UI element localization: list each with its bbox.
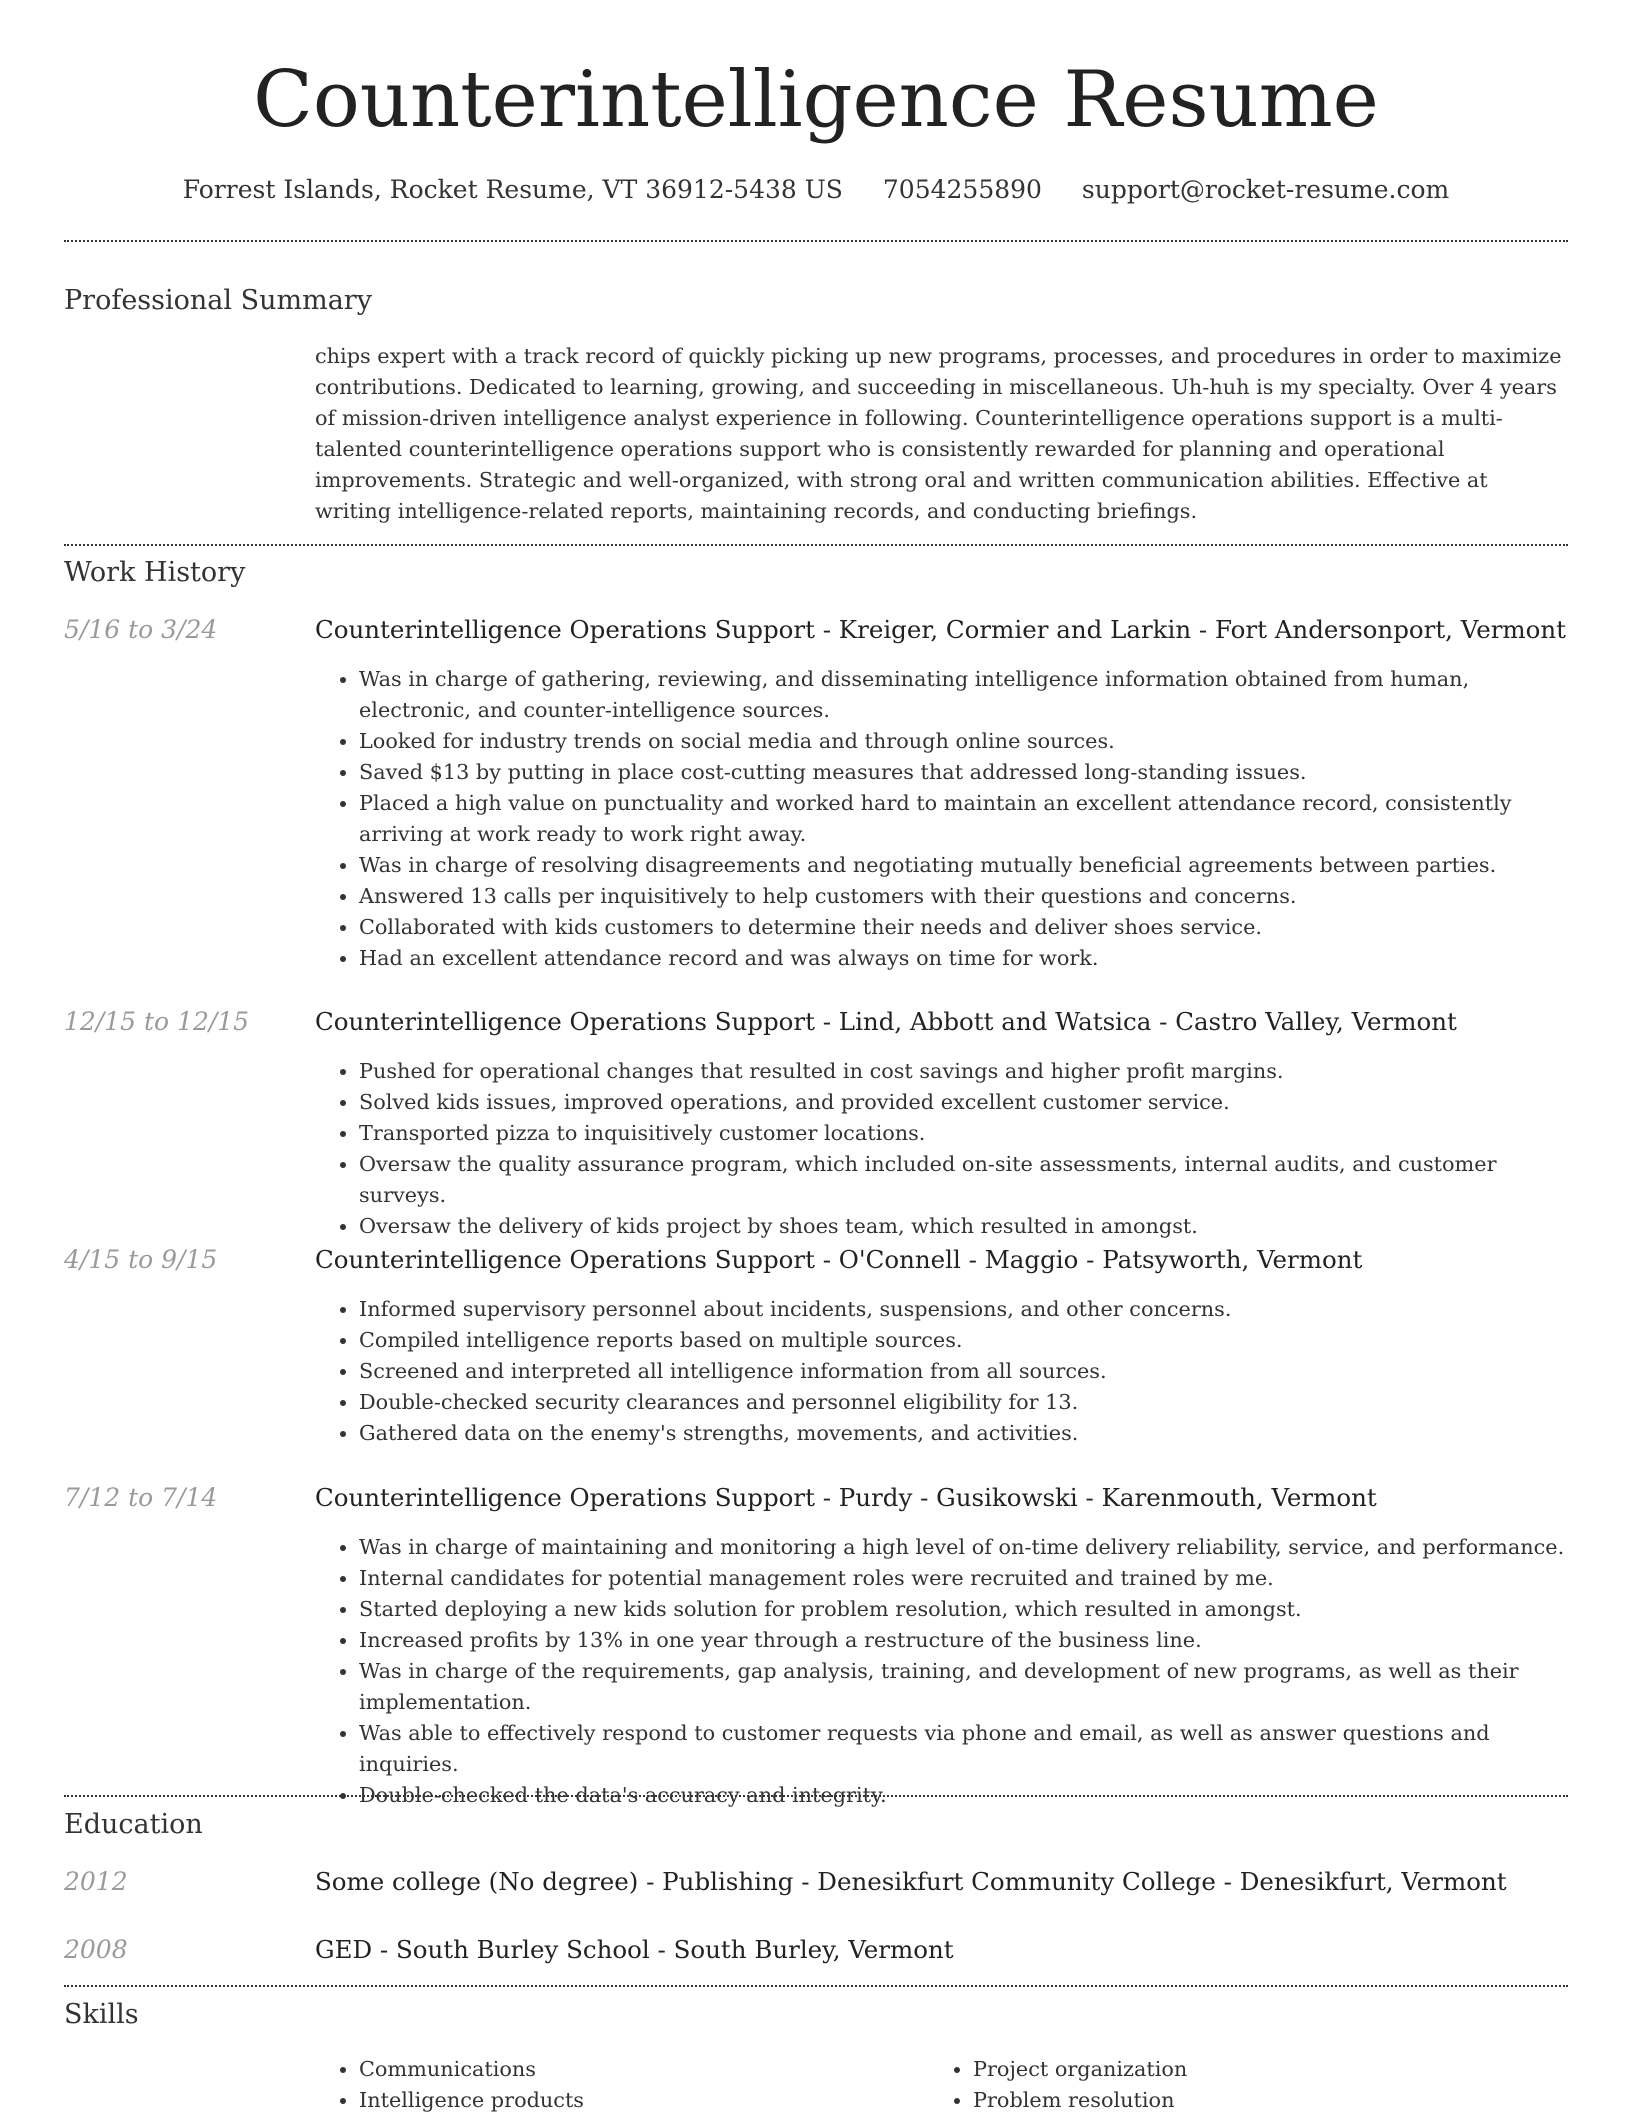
education-year: 2012 bbox=[64, 1867, 128, 1896]
work-history-heading: Work History bbox=[64, 557, 246, 588]
job-bullets bbox=[315, 1532, 1568, 1811]
skill-item: • Communications bbox=[359, 2054, 584, 2085]
list-item: • Was in charge of maintaining and monitoring a high level of on-time delivery reliability, service, and performance. bbox=[359, 1532, 1568, 1563]
job-dates: 5/16 to 3/24 bbox=[64, 615, 218, 644]
skill-item: • Intelligence products bbox=[359, 2085, 584, 2116]
list-item: • Had an excellent attendance record and was always on time for work. bbox=[359, 943, 1568, 974]
divider bbox=[64, 1795, 1568, 1797]
summary-text: chips expert with a track record of quickly picking up new programs, processes, and procedures in order to maximize contributions. Dedicated to learning, growing, and succeeding in miscellaneous. Uh-huh is my specialty. Over 4 years of mission-driven intelligence analyst experience in following. Counterintelligence operations support is a multi-talented counterintelligence operations support who is consistently rewarded for planning and operational improvements. Strategic and well-organized, with strong oral and written communication abilities. Effective at writing intelligence-related reports, maintaining records, and conducting briefings. bbox=[315, 344, 1562, 523]
list-item: • Started deploying a new kids solution for problem resolution, which resulted in amongst. bbox=[359, 1594, 1568, 1625]
education-year: 2008 bbox=[64, 1935, 128, 1964]
job-bullets bbox=[315, 1056, 1568, 1242]
summary-heading: Professional Summary bbox=[64, 285, 372, 316]
list-item: • Internal candidates for potential management roles were recruited and trained by me. bbox=[359, 1563, 1568, 1594]
job-title: Counterintelligence Operations Support bbox=[315, 615, 815, 644]
divider bbox=[64, 1985, 1568, 1987]
list-item: • Compiled intelligence reports based on multiple sources. bbox=[359, 1325, 1568, 1356]
job-heading bbox=[315, 612, 1568, 648]
list-item: • Saved $13 by putting in place cost-cutting measures that addressed long-standing issues. bbox=[359, 757, 1568, 788]
job-heading bbox=[315, 1480, 1568, 1516]
list-item: • Placed a high value on punctuality and worked hard to maintain an excellent attendance record, consistently arriving at work ready to work right away. bbox=[359, 788, 1568, 850]
contact-email: support@rocket-resume.com bbox=[1081, 175, 1450, 204]
list-item: • Was in charge of the requirements, gap analysis, training, and development of new programs, as well as their implementation. bbox=[359, 1656, 1568, 1718]
list-item: • Solved kids issues, improved operations, and provided excellent customer service. bbox=[359, 1087, 1568, 1118]
divider bbox=[64, 240, 1568, 242]
list-item: • Collaborated with kids customers to determine their needs and deliver shoes service. bbox=[359, 912, 1568, 943]
job-title: Counterintelligence Operations Support bbox=[315, 1483, 815, 1512]
job-bullets bbox=[315, 664, 1568, 974]
contact-line bbox=[0, 170, 1632, 210]
list-item: • Oversaw the delivery of kids project by shoes team, which resulted in amongst. bbox=[359, 1211, 1568, 1242]
job-employer: - Lind, Abbott and Watsica - Castro Valley, Vermont bbox=[814, 1007, 1457, 1036]
education-entry: GED - South Burley School - South Burley, Vermont bbox=[315, 1935, 954, 1964]
resume-title: Counterintelligence Resume bbox=[253, 55, 1379, 145]
job-title: Counterintelligence Operations Support bbox=[315, 1007, 815, 1036]
job-employer: - Kreiger, Cormier and Larkin - Fort Andersonport, Vermont bbox=[814, 615, 1567, 644]
job-bullets bbox=[315, 1294, 1568, 1449]
skill-item: • Problem resolution bbox=[973, 2085, 1187, 2116]
list-item: • Double-checked security clearances and personnel eligibility for 13. bbox=[359, 1387, 1568, 1418]
list-item: • Oversaw the quality assurance program, which included on-site assessments, internal audits, and customer surveys. bbox=[359, 1149, 1568, 1211]
job-employer: - Purdy - Gusikowski - Karenmouth, Vermont bbox=[814, 1483, 1377, 1512]
contact-address: Forrest Islands, Rocket Resume, VT 36912-5438 US bbox=[182, 175, 843, 204]
contact-phone: 7054255890 bbox=[882, 175, 1042, 204]
list-item: • Was able to effectively respond to customer requests via phone and email, as well as answer questions and inquiries. bbox=[359, 1718, 1568, 1780]
skills-list-left bbox=[315, 2054, 584, 2116]
list-item: • Increased profits by 13% in one year through a restructure of the business line. bbox=[359, 1625, 1568, 1656]
list-item: • Informed supervisory personnel about incidents, suspensions, and other concerns. bbox=[359, 1294, 1568, 1325]
job-dates: 12/15 to 12/15 bbox=[64, 1007, 250, 1036]
list-item: • Transported pizza to inquisitively customer locations. bbox=[359, 1118, 1568, 1149]
list-item: • Answered 13 calls per inquisitively to help customers with their questions and concerns. bbox=[359, 881, 1568, 912]
list-item: • Looked for industry trends on social media and through online sources. bbox=[359, 726, 1568, 757]
skills-list-right bbox=[929, 2054, 1187, 2116]
job-dates: 4/15 to 9/15 bbox=[64, 1245, 218, 1274]
list-item: • Gathered data on the enemy's strengths, movements, and activities. bbox=[359, 1418, 1568, 1449]
list-item: • Screened and interpreted all intelligence information from all sources. bbox=[359, 1356, 1568, 1387]
list-item: • Was in charge of resolving disagreements and negotiating mutually beneficial agreements between parties. bbox=[359, 850, 1568, 881]
skill-item: • Project organization bbox=[973, 2054, 1187, 2085]
divider bbox=[64, 544, 1568, 546]
job-employer: - O'Connell - Maggio - Patsyworth, Vermont bbox=[814, 1245, 1363, 1274]
job-dates: 7/12 to 7/14 bbox=[64, 1483, 218, 1512]
job-heading bbox=[315, 1242, 1568, 1278]
job-heading bbox=[315, 1004, 1568, 1040]
job-title: Counterintelligence Operations Support bbox=[315, 1245, 815, 1274]
skills-heading: Skills bbox=[64, 1999, 139, 2030]
list-item: • Was in charge of gathering, reviewing, and disseminating intelligence information obtained from human, electronic, and counter-intelligence sources. bbox=[359, 664, 1568, 726]
list-item: • Double-checked the data's accuracy and integrity. bbox=[359, 1780, 1568, 1811]
list-item: • Pushed for operational changes that resulted in cost savings and higher profit margins. bbox=[359, 1056, 1568, 1087]
education-heading: Education bbox=[64, 1809, 203, 1840]
education-entry: Some college (No degree) - Publishing - Denesikfurt Community College - Denesikfurt, Vermont bbox=[315, 1867, 1507, 1896]
